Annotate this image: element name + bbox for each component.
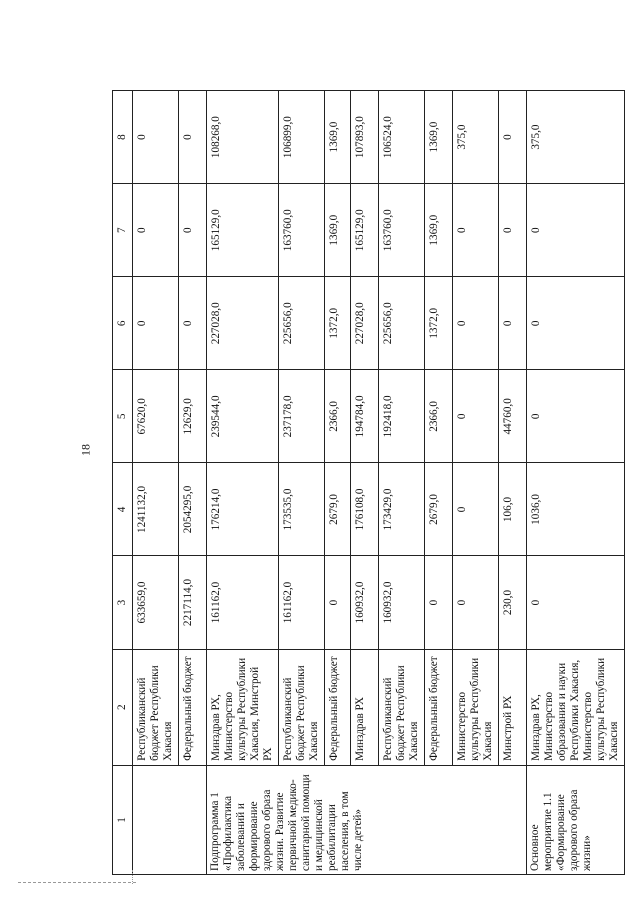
value-cell: 227028,0	[207, 277, 279, 370]
value-cell: 176214,0	[207, 463, 279, 556]
value-cell: 106524,0	[379, 91, 425, 184]
value-cell: 633659,0	[133, 556, 179, 649]
budget-table-container	[112, 90, 620, 875]
value-cell: 176108,0	[351, 463, 379, 556]
value-cell: 0	[453, 277, 499, 370]
value-cell: 0	[499, 91, 527, 184]
value-cell: 173535,0	[279, 463, 325, 556]
source-cell: Федеральный бюджет	[179, 649, 207, 765]
value-cell: 165129,0	[351, 184, 379, 277]
program-name-cell: Подпрограмма 1 «Профилактика заболеваний и формирование здорового образа жизни. Развитие первичной медико-санитарной помощи и медицинской реабилитации населения, в том числе детей»	[207, 765, 527, 874]
value-cell: 160932,0	[379, 556, 425, 649]
source-cell: Федеральный бюджет	[425, 649, 453, 765]
budget-table	[112, 90, 625, 875]
source-cell: Республиканский бюджет Республики Хакасия	[133, 649, 179, 765]
source-cell: Минздрав РХ, Министерство культуры Республики Хакасия, Минстрой РХ	[207, 649, 279, 765]
page-number: 18	[78, 444, 93, 456]
value-cell: 163760,0	[279, 184, 325, 277]
source-cell: Минстрой РХ	[499, 649, 527, 765]
value-cell: 0	[179, 277, 207, 370]
value-cell: 165129,0	[207, 184, 279, 277]
empty-cell	[133, 765, 207, 874]
header-cell: 8	[113, 91, 133, 184]
rotated-table-frame	[112, 90, 620, 875]
value-cell: 0	[133, 184, 179, 277]
value-cell: 230,0	[499, 556, 527, 649]
value-cell: 192418,0	[379, 370, 425, 463]
value-cell: 2679,0	[325, 463, 351, 556]
value-cell: 1369,0	[325, 184, 351, 277]
value-cell: 44760,0	[499, 370, 527, 463]
value-cell: 0	[499, 184, 527, 277]
value-cell: 161162,0	[279, 556, 325, 649]
header-cell: 6	[113, 277, 133, 370]
table-row	[499, 91, 527, 875]
scan-artifact-tick	[132, 870, 133, 884]
value-cell: 106899,0	[279, 91, 325, 184]
value-cell: 108268,0	[207, 91, 279, 184]
source-cell: Республиканский бюджет Республики Хакасия	[279, 649, 325, 765]
table-row	[453, 91, 499, 875]
value-cell: 0	[179, 91, 207, 184]
table-row	[279, 91, 325, 875]
table-row	[179, 91, 207, 875]
value-cell: 1241132,0	[133, 463, 179, 556]
source-cell: Республиканский бюджет Республики Хакасия	[379, 649, 425, 765]
value-cell: 194784,0	[351, 370, 379, 463]
header-cell: 5	[113, 370, 133, 463]
value-cell: 239544,0	[207, 370, 279, 463]
header-cell: 1	[113, 765, 133, 874]
value-cell: 2679,0	[425, 463, 453, 556]
value-cell: 173429,0	[379, 463, 425, 556]
value-cell: 1369,0	[325, 91, 351, 184]
scan-artifact-line	[18, 882, 136, 883]
value-cell: 375,0	[453, 91, 499, 184]
value-cell: 0	[527, 184, 625, 277]
table-row	[527, 91, 625, 875]
value-cell: 163760,0	[379, 184, 425, 277]
value-cell: 0	[179, 184, 207, 277]
value-cell: 225656,0	[379, 277, 425, 370]
header-cell: 2	[113, 649, 133, 765]
value-cell: 0	[527, 370, 625, 463]
value-cell: 0	[453, 184, 499, 277]
value-cell: 1372,0	[425, 277, 453, 370]
value-cell: 0	[133, 277, 179, 370]
source-cell: Минздрав РХ	[351, 649, 379, 765]
value-cell: 0	[453, 370, 499, 463]
activity-name-cell: Основное мероприятие 1.1 «Формирование здорового образа жизни»	[527, 765, 625, 874]
table-row	[425, 91, 453, 875]
value-cell: 0	[453, 556, 499, 649]
value-cell: 160932,0	[351, 556, 379, 649]
value-cell: 375,0	[527, 91, 625, 184]
value-cell: 1369,0	[425, 184, 453, 277]
value-cell: 1369,0	[425, 91, 453, 184]
table-row	[351, 91, 379, 875]
value-cell: 0	[453, 463, 499, 556]
source-cell: Минздрав РХ, Министерство образования и науки Республики Хакасия, Министерство культуры Республики Хакасия	[527, 649, 625, 765]
header-cell: 3	[113, 556, 133, 649]
header-row	[113, 91, 133, 875]
value-cell: 106,0	[499, 463, 527, 556]
source-cell: Федеральный бюджет	[325, 649, 351, 765]
value-cell: 0	[527, 556, 625, 649]
value-cell: 2366,0	[425, 370, 453, 463]
value-cell: 0	[133, 91, 179, 184]
value-cell: 227028,0	[351, 277, 379, 370]
table-row	[133, 91, 179, 875]
value-cell: 12629,0	[179, 370, 207, 463]
value-cell: 0	[527, 277, 625, 370]
value-cell: 161162,0	[207, 556, 279, 649]
table-row	[379, 91, 425, 875]
value-cell: 237178,0	[279, 370, 325, 463]
value-cell: 2217114,0	[179, 556, 207, 649]
value-cell: 67620,0	[133, 370, 179, 463]
value-cell: 2054295,0	[179, 463, 207, 556]
table-row	[207, 91, 279, 875]
value-cell: 0	[325, 556, 351, 649]
header-cell: 7	[113, 184, 133, 277]
value-cell: 225656,0	[279, 277, 325, 370]
value-cell: 0	[499, 277, 527, 370]
value-cell: 0	[425, 556, 453, 649]
value-cell: 107893,0	[351, 91, 379, 184]
value-cell: 2366,0	[325, 370, 351, 463]
source-cell: Министерство культуры Республики Хакасия	[453, 649, 499, 765]
value-cell: 1036,0	[527, 463, 625, 556]
table-row	[325, 91, 351, 875]
header-cell: 4	[113, 463, 133, 556]
value-cell: 1372,0	[325, 277, 351, 370]
